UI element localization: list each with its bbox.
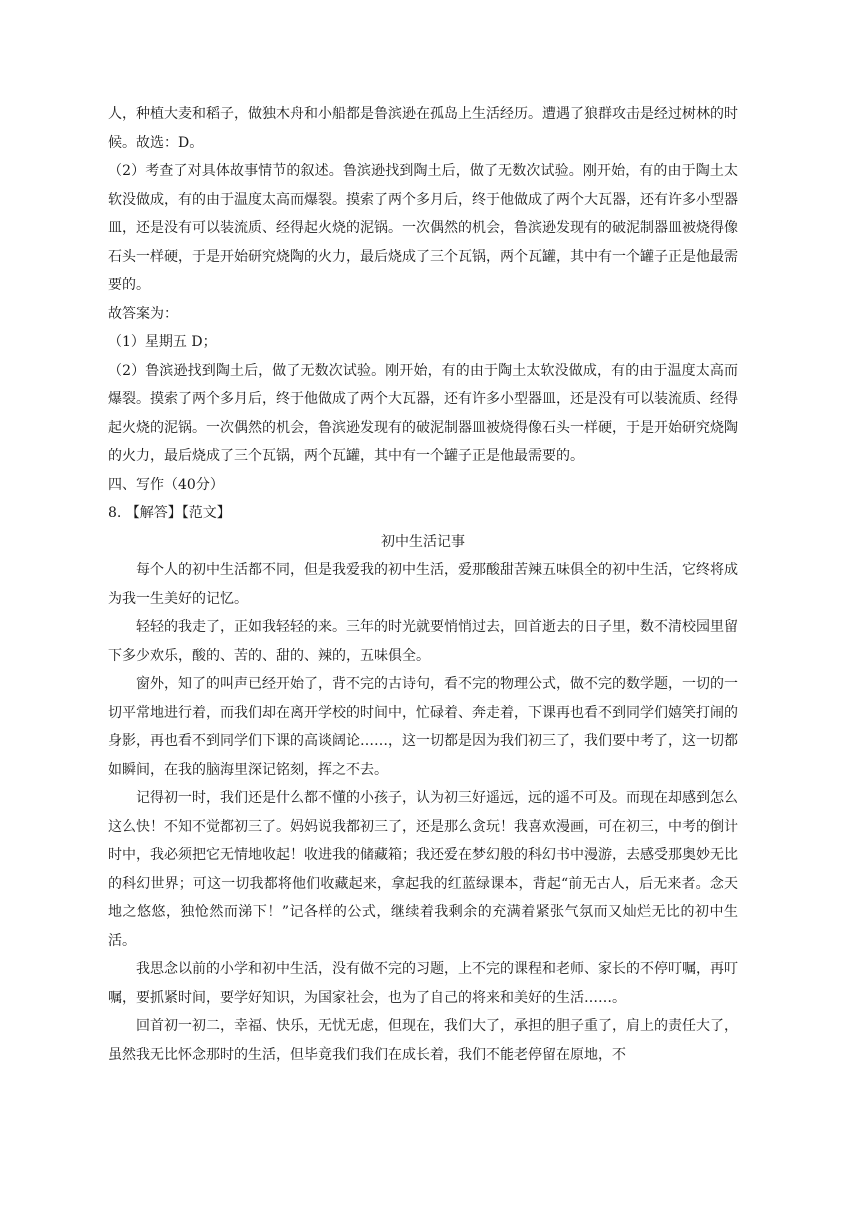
- essay-title: 初中生活记事: [381, 533, 465, 550]
- essay-paragraph-3: 窗外，知了的叫声已经开始了，背不完的古诗句，看不完的物理公式，做不完的数学题，一切的一切平常地进行着，而我们却在离开学校的时间中，忙碌着、奔走着，下课再也看不到同学们嬉笑打闹的身影，再也看不到同学们下课的高谈阔论……，这一切都是因为我们初三了，我们要中考了，这一切都如瞬间，在我的脑海里深记铭刻，挥之不去。: [108, 676, 738, 778]
- analysis-question-2: （2）考查了对具体故事情节的叙述。鲁滨逊找到陶土后，做了无数次试验。刚开始，有的由于陶土太软没做成，有的由于温度太高而爆裂。摸索了两个多月后，终于他做成了两个大瓦器，还有许多小型器皿，还是没有可以装流质、经得起火烧的泥锅。一次偶然的机会，鲁滨逊发现有的破泥制器皿被烧得像石头一样硬，于是开始研究烧陶的火力，最后烧成了三个瓦锅，两个瓦罐，其中有一个罐子正是他最需要的。: [108, 163, 738, 293]
- essay-paragraph-1: 每个人的初中生活都不同，但是我爱我的初中生活，爱那酸甜苦辣五味俱全的初中生活，它终将成为我一生美好的记忆。: [108, 562, 738, 607]
- section-heading-writing: 四、写作（40分）: [108, 476, 224, 493]
- answer-label: 故答案为：: [108, 305, 178, 322]
- document-page: [108, 100, 738, 1069]
- essay-paragraph-4: 记得初一时，我们还是什么都不懂的小孩子，认为初三好遥远，远的遥不可及。而现在却感到怎么这么快！不知不觉都初三了。妈妈说我都初三了，还是那么贪玩！我喜欢漫画，可在初三，中考的倒计时中，我必须把它无情地收起！收进我的储藏箱；我还爱在梦幻般的科幻书中漫游，去感受那奥妙无比的科幻世界；可这一切我都将他们收藏起来，拿起我的红蓝绿课本，背起“前无古人，后无来者。念天地之悠悠，独怆然而涕下！”记各样的公式，继续着我剩余的充满着紧张气氛而又灿烂无比的初中生活。: [108, 790, 738, 949]
- answer-1: （1）星期五 D；: [108, 334, 217, 350]
- essay-paragraph-6: 回首初一初二，幸福、快乐，无忧无虑，但现在，我们大了，承担的胆子重了，肩上的责任大了，虽然我无比怀念那时的生活，但毕竟我们我们在成长着，我们不能老停留在原地，不: [108, 1018, 738, 1063]
- answer-continuation: 人，种植大麦和稻子，做独木舟和小船都是鲁滨逊在孤岛上生活经历。遭遇了狼群攻击是经过树林的时候。故选：D。: [108, 106, 738, 151]
- item-8-heading: 8. 【解答】【范文】: [108, 505, 231, 521]
- essay-paragraph-2: 轻轻的我走了，正如我轻轻的来。三年的时光就要悄悄过去，回首逝去的日子里，数不清校园里留下多少欢乐，酸的、苦的、甜的、辣的，五味俱全。: [108, 619, 738, 664]
- essay-paragraph-5: 我思念以前的小学和初中生活，没有做不完的习题，上不完的课程和老师、家长的不停叮嘱，再叮嘱，要抓紧时间，要学好知识，为国家社会，也为了自己的将来和美好的生活……。: [108, 961, 738, 1006]
- answer-2: （2）鲁滨逊找到陶土后，做了无数次试验。刚开始，有的由于陶土太软没做成，有的由于温度太高而爆裂。摸索了两个多月后，终于他做成了两个大瓦器，还有许多小型器皿，还是没有可以装流质、经得起火烧的泥锅。一次偶然的机会，鲁滨逊发现有的破泥制器皿被烧得像石头一样硬，于是开始研究烧陶的火力，最后烧成了三个瓦锅，两个瓦罐，其中有一个罐子正是他最需要的。: [108, 362, 738, 464]
